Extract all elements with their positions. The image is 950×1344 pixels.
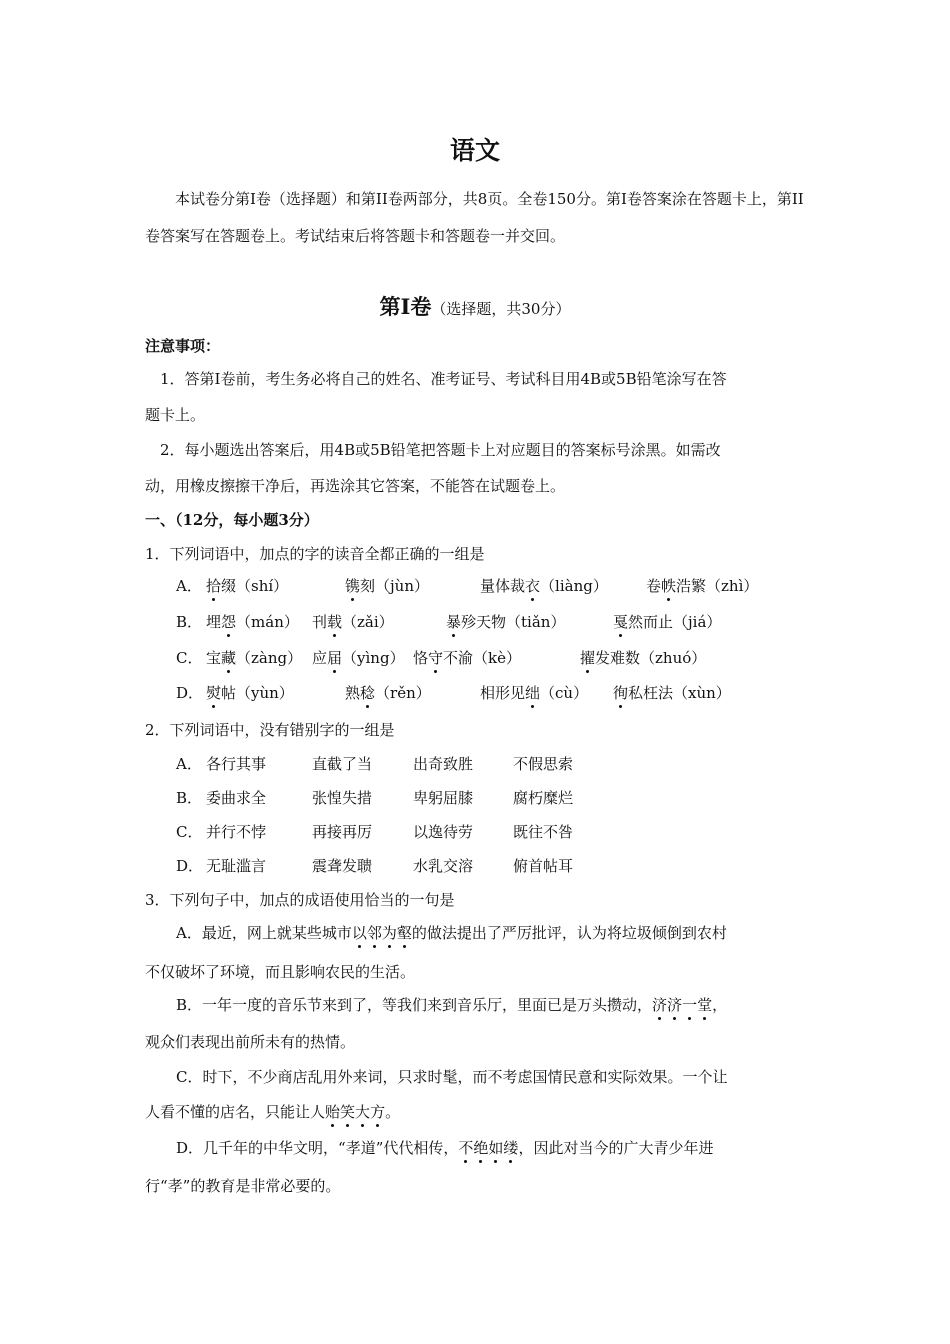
q3-option-b-line1: B．一年一度的音乐节来到了，等我们来到音乐厅，里面已是万头攒动，济济一堂， xyxy=(176,996,728,1014)
dotted-idiom xyxy=(352,924,412,942)
q2b-word2: 张惶失措 xyxy=(312,789,373,807)
dotted-char: 以 xyxy=(351,924,367,942)
q3-stem: 3．下列句子中，加点的成语使用恰当的一句是 xyxy=(145,891,455,909)
note1-line2: 题卡上。 xyxy=(145,406,206,424)
dotted-char: 守 xyxy=(428,649,444,667)
dotted-char: 届 xyxy=(327,649,343,667)
q3-option-a-line1: A．最近，网上就某些城市以邻为壑的做法提出了严厉批评，认为将垃圾倾倒到农村 xyxy=(176,924,727,942)
intro-text: 本试卷分第I卷（选择题）和第II卷两部分，共8页。全卷150分。第I卷答案涂在答题卡上，第II卷答案写在答题卷上。考试结束后将答题卡和答题卷一并交回。 xyxy=(145,190,804,245)
option-label: B． xyxy=(176,789,203,807)
q1b-item1: 埋怨（mán） xyxy=(206,613,299,631)
dotted-char: 大 xyxy=(355,1103,371,1121)
q1c-item4: 擢发难数（zhuó） xyxy=(580,649,707,667)
notes-title: 注意事项： xyxy=(145,337,221,355)
q3-option-d-line1: D．几千年的中华文明，“孝道”代代相传，不绝如缕，因此对当今的广大青少年进 xyxy=(176,1139,714,1157)
dotted-char: 济 xyxy=(652,996,668,1014)
section-title xyxy=(0,291,950,321)
dotted-char: 戛 xyxy=(613,613,629,631)
dotted-char: 熨 xyxy=(206,684,222,702)
dotted-char: 为 xyxy=(381,924,397,942)
dotted-char: 载 xyxy=(327,613,343,631)
dotted-char: 缕 xyxy=(503,1139,519,1157)
q1c-item1: 宝藏（zàng） xyxy=(206,649,303,667)
option-label: A． xyxy=(176,577,202,595)
section-main: 第I卷 xyxy=(379,294,432,319)
dotted-char: 不 xyxy=(458,1139,474,1157)
note2-line1: 2．每小题选出答案后，用4B或5B铅笔把答题卡上对应题目的答案标号涂黑。如需改 xyxy=(160,441,721,459)
dotted-char: 稔 xyxy=(360,684,376,702)
q1d-item2: 熟稔（rěn） xyxy=(345,684,431,702)
q1a-item3: 量体裁衣（liàng） xyxy=(480,577,608,595)
q2d-word4: 俯首帖耳 xyxy=(513,857,574,875)
dotted-char: 怨 xyxy=(221,613,237,631)
option-label: B． xyxy=(176,613,203,631)
dotted-char: 济 xyxy=(667,996,683,1014)
q1d-item1: 熨帖（yùn） xyxy=(206,684,294,702)
q3-option-c-line1: C．时下，不少商店乱用外来词，只求时髦，而不考虑国情民意和实际效果。一个让 xyxy=(176,1068,728,1086)
q1b-item3: 暴殄天物（tiǎn） xyxy=(446,613,566,631)
dotted-idiom xyxy=(458,1139,518,1157)
dotted-char: 衣 xyxy=(525,577,541,595)
q2c-word2: 再接再厉 xyxy=(312,823,373,841)
option-label: A． xyxy=(176,755,202,773)
dotted-char: 帙 xyxy=(661,577,677,595)
dotted-char: 徇 xyxy=(613,684,629,702)
q1d-item4: 徇私枉法（xùn） xyxy=(613,684,731,702)
q3-option-c-line2: 人看不懂的店名，只能让人贻笑大方。 xyxy=(145,1103,401,1121)
dotted-char: 镌 xyxy=(345,577,361,595)
q1a-item1: 拾缀（shí） xyxy=(206,577,289,595)
q3-option-b-line2: 观众们表现出前所未有的热情。 xyxy=(145,1033,356,1051)
part1-title: 一、（12分，每小题3分） xyxy=(145,511,319,529)
dotted-char: 邻 xyxy=(366,924,382,942)
q3-option-d-line2: 行“孝”的教育是非常必要的。 xyxy=(145,1177,341,1195)
intro-paragraph xyxy=(145,181,807,255)
q2a-word1: 各行其事 xyxy=(206,755,267,773)
q2-stem: 2．下列词语中，没有错别字的一组是 xyxy=(145,721,395,739)
dotted-char: 壑 xyxy=(396,924,412,942)
dotted-char: 方 xyxy=(370,1103,386,1121)
q2a-word4: 不假思索 xyxy=(513,755,574,773)
q1-stem: 1．下列词语中，加点的字的读音全都正确的一组是 xyxy=(145,545,485,563)
q1b-item2: 刊载（zǎi） xyxy=(312,613,394,631)
dotted-char: 暴 xyxy=(446,613,462,631)
q2b-word4: 腐朽糜烂 xyxy=(513,789,574,807)
q3-option-a-line2: 不仅破坏了环境，而且影响农民的生活。 xyxy=(145,963,416,981)
dotted-char: 擢 xyxy=(580,649,596,667)
q1c-item3: 恪守不渝（kè） xyxy=(413,649,521,667)
note1-line1: 1．答第I卷前，考生务必将自己的姓名、准考证号、考试科目用4B或5B铅笔涂写在答 xyxy=(160,370,727,388)
option-label: D． xyxy=(176,857,204,875)
q2c-word1: 并行不悖 xyxy=(206,823,267,841)
q1d-item3: 相形见绌（cù） xyxy=(480,684,589,702)
dotted-char: 绝 xyxy=(473,1139,489,1157)
dotted-char: 一 xyxy=(682,996,698,1014)
q1c-item2: 应届（yìng） xyxy=(312,649,405,667)
q1b-item4: 戛然而止（jiá） xyxy=(613,613,722,631)
section-sub: （选择题，共30分） xyxy=(431,300,571,318)
dotted-char: 笑 xyxy=(340,1103,356,1121)
option-label: C． xyxy=(176,649,203,667)
q2d-word1: 无耻滥言 xyxy=(206,857,267,875)
option-label: C． xyxy=(176,823,203,841)
dotted-char: 贻 xyxy=(325,1103,341,1121)
dotted-char: 藏 xyxy=(221,649,237,667)
q2c-word3: 以逸待劳 xyxy=(413,823,474,841)
dotted-char: 堂 xyxy=(697,996,713,1014)
q1a-item2: 镌刻（jùn） xyxy=(345,577,429,595)
option-label: D． xyxy=(176,684,204,702)
q2d-word2: 震聋发聩 xyxy=(312,857,373,875)
page-title: 语文 xyxy=(449,136,500,165)
dotted-idiom xyxy=(652,996,712,1014)
q2b-word1: 委曲求全 xyxy=(206,789,267,807)
q2c-word4: 既往不咎 xyxy=(513,823,574,841)
dotted-char: 如 xyxy=(488,1139,504,1157)
note2-line2: 动，用橡皮擦擦干净后，再选涂其它答案，不能答在试题卷上。 xyxy=(145,477,566,495)
q2a-word3: 出奇致胜 xyxy=(413,755,474,773)
dotted-idiom xyxy=(325,1103,385,1121)
dotted-char: 拾 xyxy=(206,577,222,595)
q1a-item4: 卷帙浩繁（zhì） xyxy=(646,577,759,595)
q2a-word2: 直截了当 xyxy=(312,755,373,773)
q2d-word3: 水乳交溶 xyxy=(413,857,474,875)
dotted-char: 绌 xyxy=(525,684,541,702)
q2b-word3: 卑躬屈膝 xyxy=(413,789,474,807)
